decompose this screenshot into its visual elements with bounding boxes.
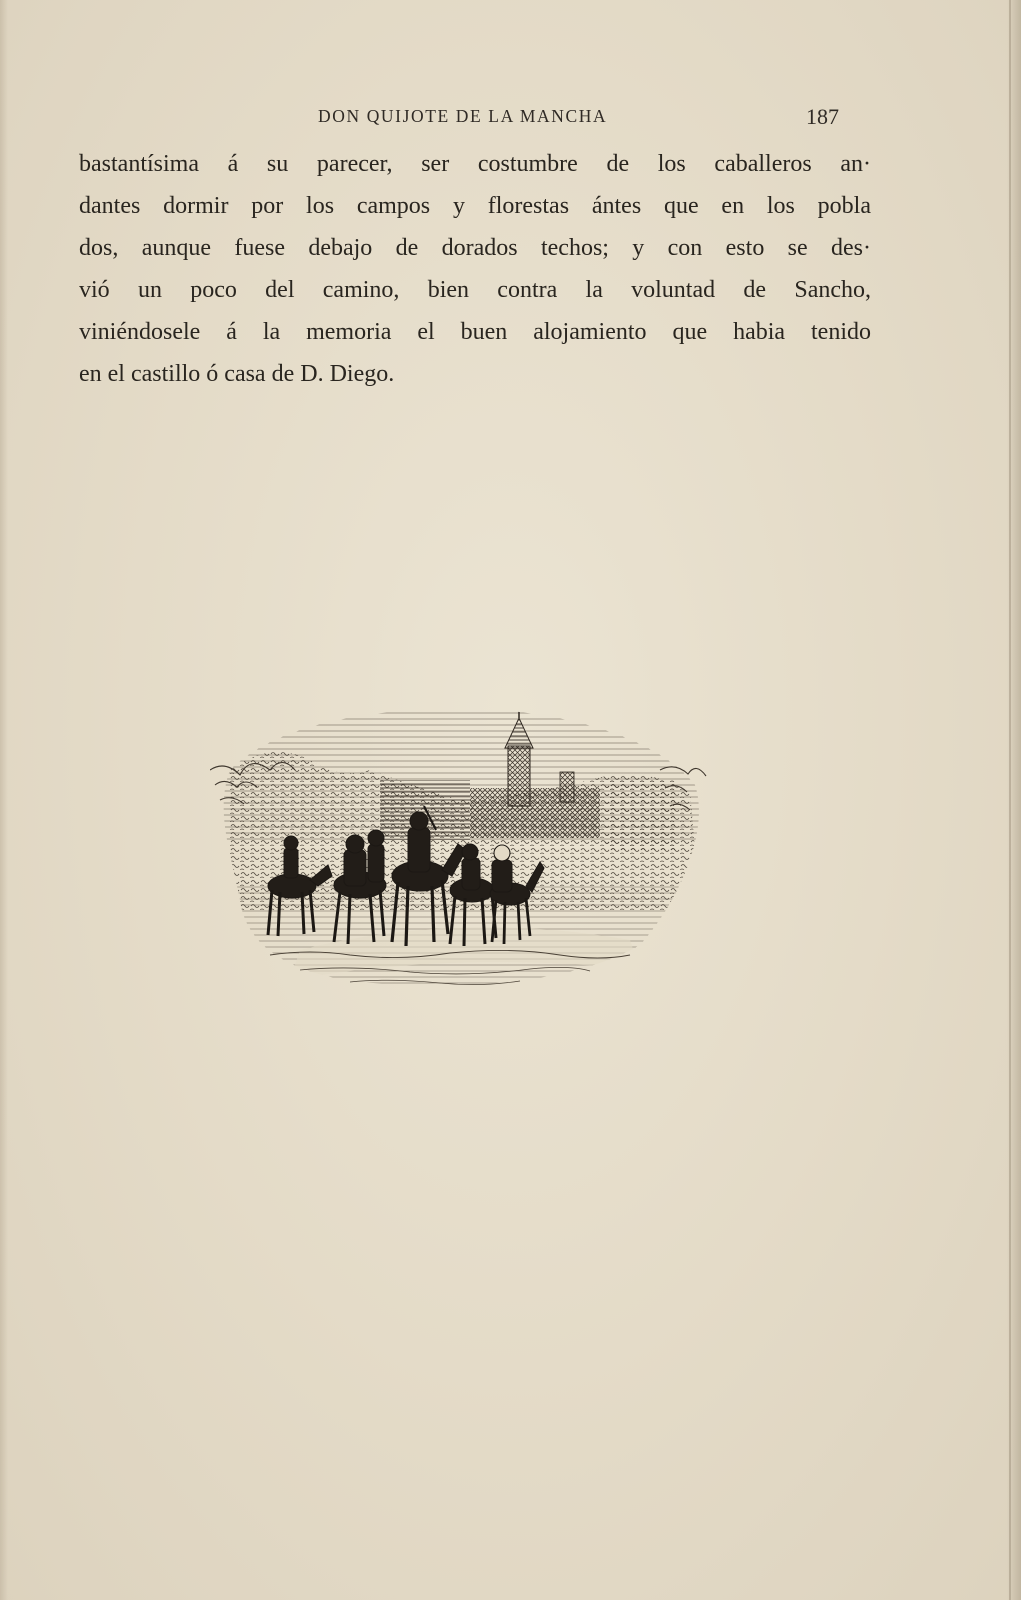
text-line: dantes dormir por los campos y florestas ántes que en los pobla [79, 193, 871, 219]
text-line: vió un poco del camino, bien contra la voluntad de Sancho, [79, 277, 871, 303]
engraving-riders-village-icon [210, 710, 710, 1000]
body-paragraph [79, 143, 871, 395]
text-line: bastantísima á su parecer, ser costumbre de los caballeros an· [79, 151, 871, 177]
text-line: viniéndosele á la memoria el buen alojamiento que habia tenido [79, 319, 871, 345]
page-edge-line [1009, 0, 1011, 1600]
page-left-edge [0, 0, 8, 1600]
text-line: dos, aunque fuese debajo de dorados techos; y con esto se des· [79, 235, 871, 261]
page-number: 187 [806, 104, 839, 129]
text-line: en el castillo ó casa de D. Diego. [79, 361, 395, 387]
running-title: DON QUIJOTE DE LA MANCHA [318, 106, 608, 126]
